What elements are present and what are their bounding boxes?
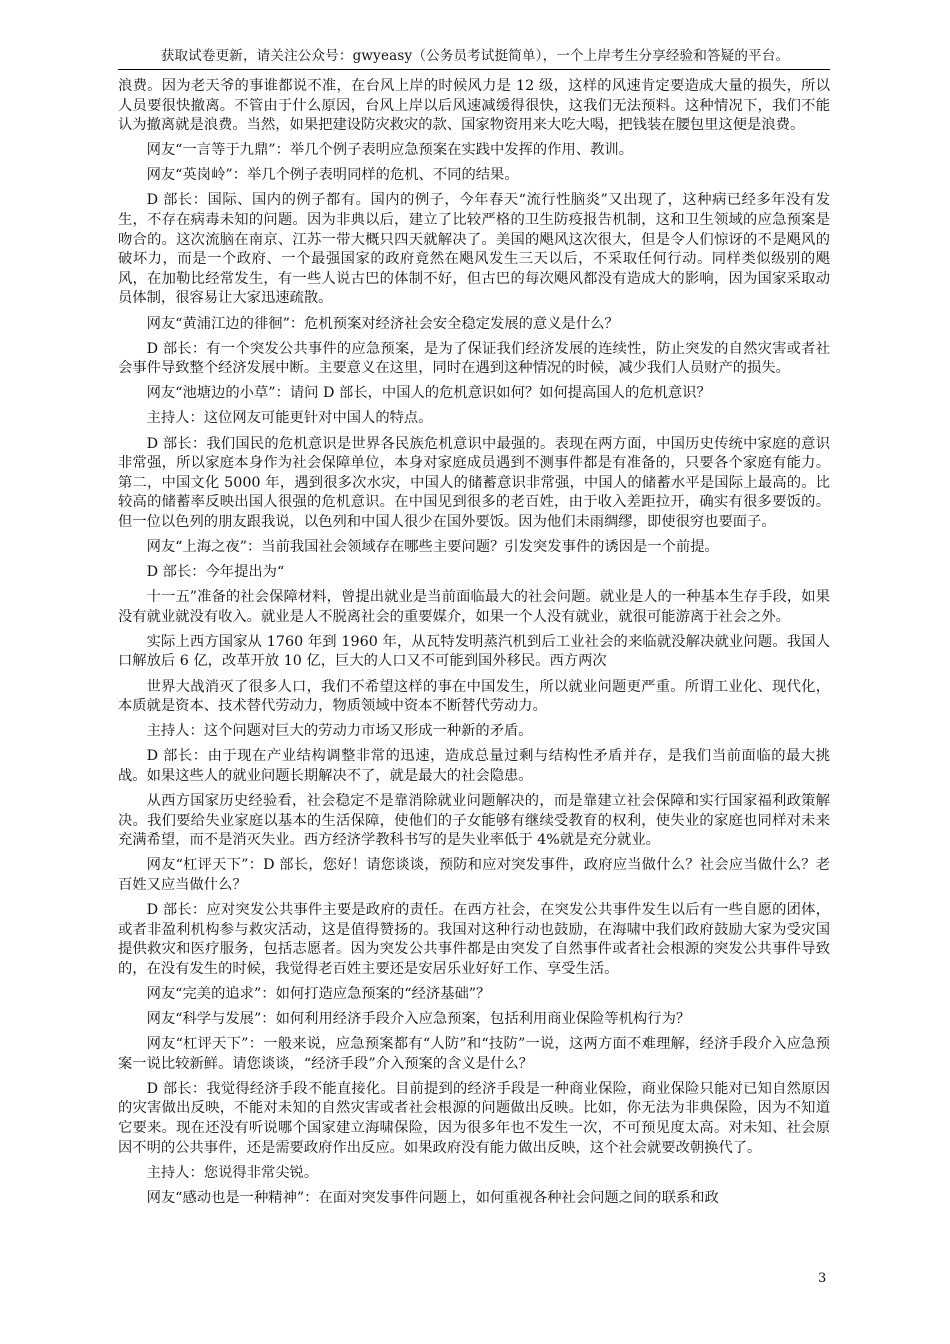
paragraph: 网友“一言等于九鼎”：举几个例子表明应急预案在实践中发挥的作用、教训。: [146, 142, 634, 159]
paragraph: D 部长：有一个突发公共事件的应急预案，是为了保证我们经济发展的连续性，防止突发的自然灾害或者社会事件导致整个经济发展中断。主要意义在这里，同时在遇到这种情况的时候，减少我们人员财产的损失。: [118, 340, 830, 377]
paragraph: 网友“感动也是一种精神”：在面对突发事件问题上，如何重视各种社会问题之间的联系和政: [146, 1189, 719, 1206]
paragraph: D 部长：我们国民的危机意识是世界各民族危机意识中最强的。表现在两方面，中国历史传统中家庭的意识非常强，所以家庭本身作为社会保障单位，本身对家庭成员遇到不测事件都是有准备的，只要各个家庭有能力。第二，中国文化 5000 年，遇到很多次水灾，中国人的储蓄意识非常强，中国人的储蓄水平是国际上最高的。比较高的储蓄率反映出国人很强的危机意识。在中国见到很多的老百姓，由于收入差距拉开，确实有很多要饭的。但一位以色列的朋友跟我说，以色列和中国人很少在国外要饭。因为他们未雨绸缪，即使很穷也要面子。: [118, 435, 830, 530]
paragraph: 网友“杠评天下”：一般来说，应急预案都有“人防”和“技防”一说，这两方面不难理解，经济手段介入应急预案一说比较新鲜。请您谈谈，“经济手段”介入预案的含义是什么？: [118, 1036, 830, 1072]
paragraph: 十一五”准备的社会保障材料，曾提出就业是当前面临最大的社会问题。就业是人的一种基本生存手段，如果没有就业就没有收入。就业是人不脱离社会的重要媒介，如果一个人没有就业，就很可能游离于社会之外。: [118, 589, 830, 625]
paragraph: 网友“英岗岭”：举几个例子表明同样的危机、不同的结果。: [146, 167, 519, 184]
paragraph: 网友“杠评天下”：D 部长，您好！请您谈谈，预防和应对突发事件，政府应当做什么？社会应当做什么？老百姓又应当做什么？: [118, 857, 830, 893]
paragraph: 实际上西方国家从 1760 年到 1960 年，从瓦特发明蒸汽机到后工业社会的来临就没解决就业问题。我国人口解放后 6 亿，改革开放 10 亿，巨大的人口又不可能到国外移民。西方两次: [118, 633, 830, 670]
paragraph: 浪费。因为老天爷的事谁都说不准，在台风上岸的时候风力是 12 级，这样的风速肯定要造成大量的损失，所以人员要很快撤离。不管由于什么原因，台风上岸以后风速减缓得很快，这我们无法预料。这种情况下，我们不能认为撤离就是浪费。当然，如果把建设防灾救灾的款、国家物资用来大吃大喝，把钱装在腰包里这便是浪费。: [118, 78, 830, 134]
paragraph: 网友“黄浦江边的徘徊”：危机预案对经济社会安全稳定发展的意义是什么？: [146, 315, 619, 332]
paragraph: 主持人：这个问题对巨大的劳动力市场又形成一种新的矛盾。: [146, 723, 533, 740]
paragraph: 网友“科学与发展”：如何利用经济手段介入应急预案，包括利用商业保险等机构行为？: [146, 1010, 691, 1027]
page-number: 3: [818, 1271, 827, 1286]
header-rule: [118, 69, 830, 70]
paragraph: 主持人：您说得非常尖锐。: [146, 1164, 319, 1181]
paragraph: D 部长：今年提出为“: [146, 564, 285, 581]
paragraph: 世界大战消灭了很多人口，我们不希望这样的事在中国发生，所以就业问题更严重。所谓工业化、现代化，本质就是资本、技术替代劳动力，物质领域中资本不断替代劳动力。: [118, 678, 830, 715]
document-body: [118, 77, 830, 1214]
paragraph: 主持人：这位网友可能更针对中国人的特点。: [146, 410, 433, 427]
paragraph: D 部长：国际、国内的例子都有。国内的例子，今年春天“流行性脑炎”又出现了，这种病已经多年没有发生，不存在病毒未知的问题。因为非典以后，建立了比较严格的卫生防疫报告机制，这和卫生领域的应急预案是吻合的。这次流脑在南京、江苏一带大概只四天就解决了。美国的飓风这次很大，但是令人们惊讶的不是飓风的破坏力，而是一个政府、一个最强国家的政府竟然在飓风发生三天以后，不采取任何行动。同样类似级别的飓风，在加勒比经常发生，有一些人说古巴的体制不好，但古巴的每次飓风都没有造成大的影响，因为国家采取动员体制，很容易让大家迅速疏散。: [118, 192, 830, 307]
page-header-notice: 获取试卷更新，请关注公众号：gwyeasy（公务员考试挺简单），一个上岸考生分享经验和答疑的平台。: [160, 48, 790, 64]
paragraph: D 部长：由于现在产业结构调整非常的迅速，造成总量过剩与结构性矛盾并存，是我们当前面临的最大挑战。如果这些人的就业问题长期解决不了，就是最大的社会隐患。: [118, 748, 830, 784]
paragraph: D 部长：应对突发公共事件主要是政府的责任。在西方社会，在突发公共事件发生以后有一些自愿的团体，或者非盈利机构参与救灾活动，这是值得赞扬的。我国对这种行动也鼓励，在海啸中我们政府鼓励大家为受灾国提供救灾和医疗服务，包括志愿者。因为突发公共事件都是由突发了自然事件或者社会根源的突发公共事件导致的，在没有发生的时候，我觉得老百姓主要还是安居乐业好好工作、享受生活。: [118, 901, 830, 977]
paragraph: 网友“池塘边的小草”：请问 D 部长，中国人的危机意识如何？如何提高国人的危机意识？: [146, 385, 711, 402]
paragraph: 网友“上海之夜”：当前我国社会领域存在哪些主要问题？引发突发事件的诱因是一个前提。: [146, 538, 719, 555]
paragraph: D 部长：我觉得经济手段不能直接化。目前提到的经济手段是一种商业保险，商业保险只能对已知自然原因的灾害做出反映，不能对未知的自然灾害或者社会根源的问题做出反映。比如，你无法为非典保险，因为不知道它要来。现在还没有听说哪个国家建立海啸保险，因为很多年也不发生一次，不可预见度太高。对未知、社会原因不明的公共事件，还是需要政府作出反应。如果政府没有能力做出反映，这个社会就要改朝换代了。: [118, 1080, 830, 1156]
paragraph: 从西方国家历史经验看，社会稳定不是靠消除就业问题解决的，而是靠建立社会保障和实行国家福利政策解决。我们要给失业家庭以基本的生活保障，使他们的子女能够有继续受教育的权利，使失业的家庭也同样对未来充满希望，而不是消灭失业。西方经济学教科书写的是失业率低于 4%就是充分就业。: [118, 793, 830, 849]
paragraph: 网友“完美的追求”：如何打造应急预案的“经济基础”？: [146, 985, 491, 1002]
